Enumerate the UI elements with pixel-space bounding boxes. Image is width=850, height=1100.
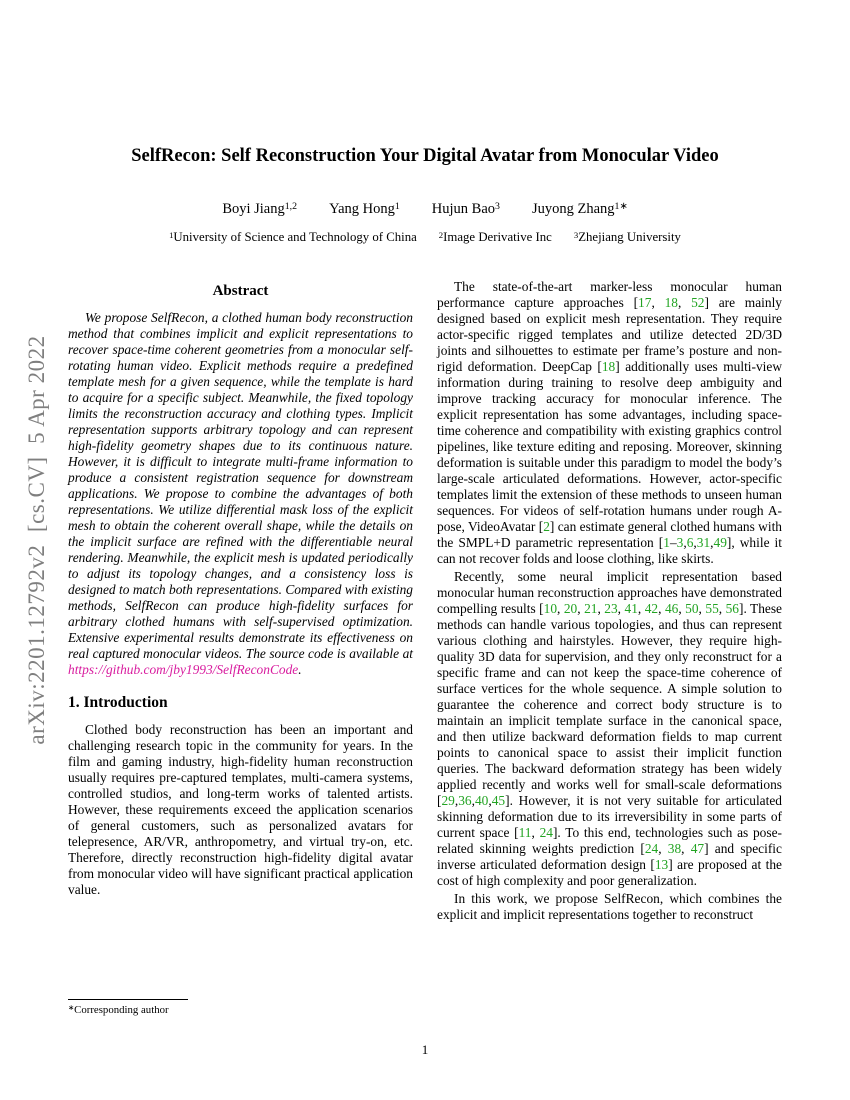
citation-link[interactable]: 29 bbox=[441, 793, 455, 808]
text-segment: ]. To this end, technologies such as pose-related skinning weights prediction [ bbox=[437, 825, 782, 856]
citation-link[interactable]: 2 bbox=[543, 519, 550, 534]
page-number: 1 bbox=[421, 1042, 429, 1057]
text-segment: ]. These methods can handle various topologies, and thus can represent various clothing and hairstyles. However, they require high-quality 3D data for supervision, and they only reconstruct for a specific frame and can not keep the space-time coherence of surface vertices for the whole sequence. A simple solution to guarantee the coherence and correct body structure is to maintain an implicit template surface in the canonical space, and then utilize backward deformation fields to map current points to canonical space to assist their implicit function queries. The backward deformation strategy has been widely applied recently and works well for small-scale deformations [ bbox=[437, 601, 782, 808]
text-segment: , bbox=[710, 535, 714, 550]
affiliation-sup: 1 bbox=[169, 229, 174, 240]
text-segment: , bbox=[488, 793, 492, 808]
text-segment: , bbox=[693, 535, 697, 550]
url-link[interactable]: https://github.com/jby1993/SelfReconCode bbox=[68, 662, 299, 677]
arxiv-banner-text: arXiv:2201.12792v2 [cs.CV] 5 Apr 2022 bbox=[24, 335, 49, 745]
left-column bbox=[68, 283, 413, 900]
citation-link[interactable]: 18 bbox=[601, 359, 616, 374]
affiliation-sup: 3 bbox=[573, 229, 579, 240]
author-sup: 1 bbox=[394, 201, 400, 213]
footnote bbox=[68, 999, 413, 1016]
right-column bbox=[437, 279, 782, 925]
author-name: Yang Hong bbox=[329, 201, 395, 217]
footnote-text: Corresponding author bbox=[74, 1004, 169, 1016]
text-segment: , bbox=[454, 793, 459, 808]
text-segment: , bbox=[718, 601, 726, 616]
text-segment: , bbox=[651, 295, 665, 310]
text-segment: , bbox=[597, 601, 605, 616]
citation-link[interactable]: 41 bbox=[624, 601, 638, 616]
text-segment: We propose SelfRecon, a clothed human body reconstruction method that combines implicit and explicit representations to recover space-time coherent geometries from a monocular self-rotating human video. Explicit methods require a predefined template mesh for a given sequence, while the template is hard to acquire for a specific subject. Meanwhile, the fixed topology limits the reconstruction accuracy and clothing types. Implicit representation supports arbitrary topology and can represent high-fidelity geometry shapes due to its continuous nature. However, it is difficult to integrate multi-frame information to produce a consistent registration sequence for downstream applications. We propose to combine the advantages of both representations. We utilize differential mask loss of the explicit mesh to obtain the coherent overall shape, while the details on the implicit surface are refined with the differentiable neural rendering. Meanwhile, the explicit mesh is updated periodically to adjust its topology changes, and a consistency loss is designed to match both representations. Compared with existing methods, SelfRecon can produce high-fidelity surfaces for arbitrary clothed humans with self-supervised optimization. Extensive experimental results demonstrate its effectiveness on real captured monocular videos. The source code is available at bbox=[68, 310, 413, 661]
author-1 bbox=[222, 201, 297, 218]
text-segment: Recently, some neural implicit representation based monocular human reconstruction approaches have demonstrated compelling results [ bbox=[437, 569, 782, 616]
citation-link[interactable]: 49 bbox=[713, 535, 727, 550]
affiliation-1 bbox=[169, 230, 417, 245]
citation-link[interactable]: 1 bbox=[663, 535, 670, 550]
affiliation-2 bbox=[439, 230, 552, 245]
author-name: Juyong Zhang bbox=[531, 201, 615, 217]
text-segment: In this work, we propose SelfRecon, which combines the explicit and implicit representations together to reconstruct bbox=[437, 891, 782, 922]
affiliation-3 bbox=[574, 230, 681, 245]
citation-link[interactable]: 18 bbox=[664, 295, 678, 310]
right-paragraph-1 bbox=[437, 279, 782, 567]
right-paragraph-3 bbox=[437, 891, 782, 923]
text-segment: ] additionally uses multi-view information during training to resolve deep ambiguity and improve tracking accuracy for monocular inference. The explicit representation has some advantages, including space-time coherence and compatibility with existing graphics control pipelines, like texture editing and reposing. Moreover, skinning deformation is suitable under this paradigm to model the body’s large-scale articulated deformations. However, actor-specific templates limit the extension of these methods to unseen human sequences. For videos of self-rotation humans under rough A-pose, VideoAvatar [ bbox=[437, 359, 782, 534]
author-name: Hujun Bao bbox=[431, 201, 496, 217]
paper-title: SelfRecon: Self Reconstruction Your Digital Avatar from Monocular Video bbox=[131, 146, 719, 166]
arxiv-banner bbox=[24, 260, 52, 820]
abstract-paragraph bbox=[68, 310, 413, 678]
text-segment: ] are proposed at the cost of high complexity and poor generalization. bbox=[437, 857, 782, 888]
text-segment: ]. However, it is not very suitable for articulated skinning deformation due to its irreversibility in some parts of current space [ bbox=[437, 793, 782, 840]
text-segment: , bbox=[658, 601, 665, 616]
footnote-marker: ∗ bbox=[68, 1003, 75, 1013]
citation-link[interactable]: 36 bbox=[458, 793, 472, 808]
text-segment: , bbox=[617, 601, 625, 616]
text-segment: Clothed body reconstruction has been an important and challenging research topic in the community for years. In the film and gaming industry, high-fidelity human reconstruction usually requires pre-captured templates, multi-camera systems, controlled studios, and long-term works of talented artists. However, these requirements exceed the application scenarios of general customers, such as personalized avatars for telepresence, AR/VR, anthropometry, and virtual try-on, etc. Therefore, directly reconstruction high-fidelity digital avatar from monocular video will have significant practical application value. bbox=[68, 722, 413, 897]
affiliation-name: University of Science and Technology of China bbox=[173, 230, 417, 244]
intro-paragraph-1 bbox=[68, 722, 413, 898]
author-sup: 1∗ bbox=[614, 201, 628, 213]
citation-link[interactable]: 3 bbox=[676, 535, 684, 550]
text-segment: . bbox=[298, 662, 302, 677]
affiliation-name: Zhejiang University bbox=[578, 230, 681, 244]
affiliations-row bbox=[0, 230, 850, 245]
text-segment: ] are mainly designed based on explicit mesh representation. They require actor-specific rigged templates and utilize detected 2D/3D joints and silhouettes to estimate per frame’s posture and non-rigid deformation. DeepCap [ bbox=[437, 295, 782, 374]
citation-link[interactable]: 11 bbox=[518, 825, 532, 840]
text-segment: ], while it can not recover folds and loose clothing, like skirts. bbox=[437, 535, 782, 566]
abstract-heading: Abstract bbox=[212, 283, 269, 299]
citation-link[interactable]: 21 bbox=[584, 601, 598, 616]
citation-link[interactable]: 31 bbox=[696, 535, 711, 550]
citation-link[interactable]: 42 bbox=[644, 601, 659, 616]
citation-link[interactable]: 17 bbox=[638, 295, 652, 310]
affiliation-name: Image Derivative Inc bbox=[443, 230, 552, 244]
citation-link[interactable]: 13 bbox=[654, 857, 669, 872]
text-segment: , bbox=[658, 841, 668, 856]
text-segment: The state-of-the-art marker-less monocular human performance capture approaches [ bbox=[437, 279, 782, 310]
citation-link[interactable]: 20 bbox=[563, 601, 578, 616]
citation-link[interactable]: 56 bbox=[725, 601, 739, 616]
citation-link[interactable]: 23 bbox=[604, 601, 618, 616]
text-segment: , bbox=[531, 825, 540, 840]
citation-link[interactable]: 10 bbox=[543, 601, 558, 616]
affiliation-sup: 2 bbox=[438, 229, 444, 240]
author-sup: 1,2 bbox=[284, 201, 298, 213]
text-segment: , bbox=[471, 793, 475, 808]
text-segment: , bbox=[557, 601, 564, 616]
text-segment: ] and specific inverse articulated deformation design [ bbox=[437, 841, 782, 872]
text-segment: ] can estimate general clothed humans with the SMPL+D parametric representation [ bbox=[437, 519, 782, 550]
citation-link[interactable]: 47 bbox=[690, 841, 705, 856]
text-segment: , bbox=[683, 535, 687, 550]
text-segment: , bbox=[678, 601, 686, 616]
citation-link[interactable]: 52 bbox=[691, 295, 705, 310]
author-name: Boyi Jiang bbox=[222, 201, 285, 217]
text-segment: , bbox=[681, 841, 691, 856]
section-heading-introduction: 1. Introduction bbox=[68, 694, 168, 711]
text-segment: , bbox=[677, 295, 692, 310]
text-segment: , bbox=[577, 601, 585, 616]
text-segment: , bbox=[698, 601, 706, 616]
citation-link[interactable]: 45 bbox=[491, 793, 506, 808]
citation-link[interactable]: 50 bbox=[685, 601, 699, 616]
citation-link[interactable]: 6 bbox=[686, 535, 694, 550]
citation-link[interactable]: 24 bbox=[644, 841, 659, 856]
author-4 bbox=[532, 201, 628, 218]
right-paragraph-2 bbox=[437, 569, 782, 889]
author-2 bbox=[329, 201, 400, 218]
author-sup: 3 bbox=[495, 201, 500, 213]
citation-link[interactable]: 55 bbox=[705, 601, 719, 616]
author-3 bbox=[432, 201, 500, 218]
citation-link[interactable]: 24 bbox=[539, 825, 553, 840]
footnote-text-line bbox=[68, 1004, 413, 1016]
footnote-rule bbox=[68, 999, 188, 1000]
citation-link[interactable]: 38 bbox=[667, 841, 682, 856]
citation-link[interactable]: 40 bbox=[474, 793, 489, 808]
text-segment: , bbox=[637, 601, 645, 616]
text-segment: – bbox=[669, 535, 677, 550]
authors-row bbox=[0, 201, 850, 218]
citation-link[interactable]: 46 bbox=[664, 601, 679, 616]
